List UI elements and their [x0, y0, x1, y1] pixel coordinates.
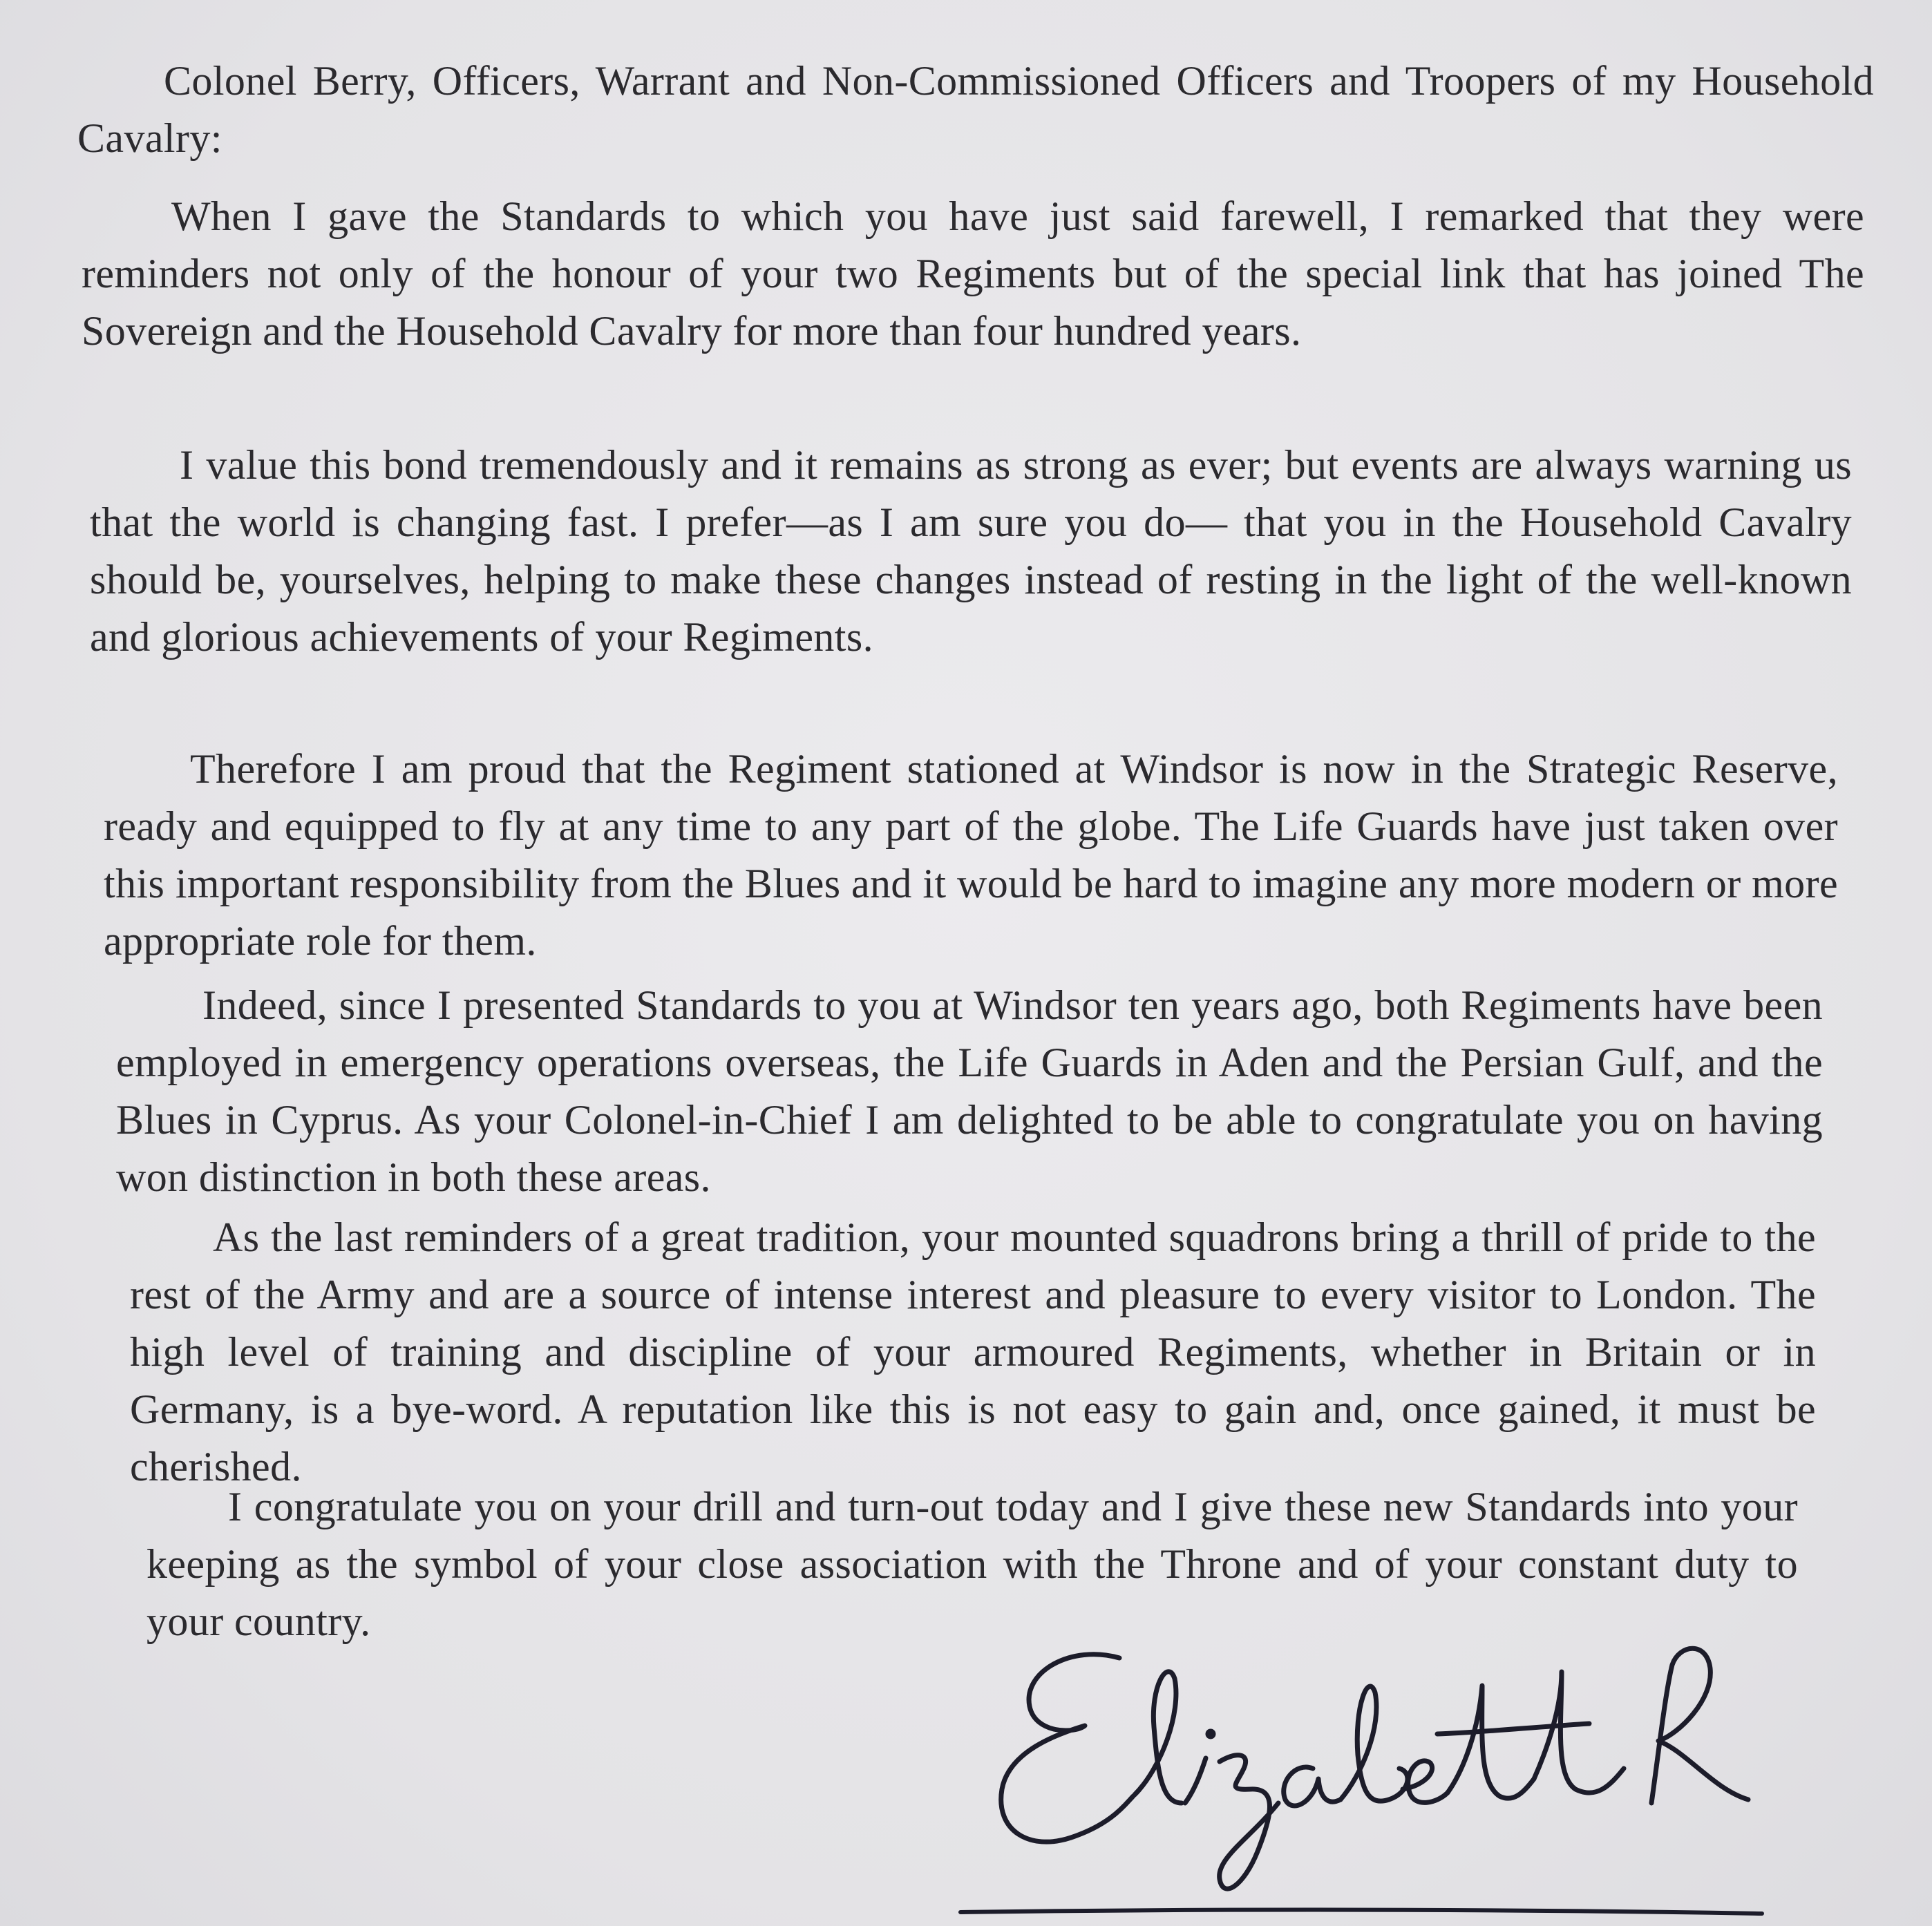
signature [954, 1630, 1769, 1926]
paragraph-tradition: As the last reminders of a great tradition, your mounted squadrons bring a thrill of pride to the rest of the Army and are a source of intense interest and pleasure to every visitor to London. The high level of training and discipline of your armoured Regiments, whether in Britain or in Germany, is a bye-word. A reputation like this is not easy to gain and, once gained, it must be cherished. [130, 1214, 1816, 1489]
salutation: Colonel Berry, Officers, Warrant and Non-Commissioned Officers and Troopers of my Household Cavalry: [77, 58, 1874, 161]
signature-elizabeth-r [954, 1630, 1769, 1926]
paragraph-operations-overseas: Indeed, since I presented Standards to you at Windsor ten years ago, both Regiments have been employed in emergency operations overseas, the Life Guards in Aden and the Persian Gulf, and the Blues in Cyprus. As your Colonel-in-Chief I am delighted to be able to congratulate you on having won distinction in both these areas. [116, 982, 1823, 1200]
paragraph-strategic-reserve: Therefore I am proud that the Regiment stationed at Windsor is now in the Strategic Reserve, ready and equipped to fly at any time to any part of the globe. The Life Guards have just taken over this important responsibility from the Blues and it would be hard to imagine any more modern or more appropriate role for them. [104, 746, 1838, 964]
paragraph-standards: When I gave the Standards to which you have just said farewell, I remarked that they were reminders not only of the honour of your two Regiments but of the special link that has joined The Sovereign and the Household Cavalry for more than four hundred years. [82, 193, 1864, 354]
paragraph-congratulations: I congratulate you on your drill and turn-out today and I give these new Standards into your keeping as the symbol of your close association with the Throne and of your constant duty to your country. [146, 1484, 1798, 1644]
paragraph-bond: I value this bond tremendously and it remains as strong as ever; but events are always warning us that the world is changing fast. I prefer—as I am sure you do— that you in the Household Cavalry should be, yourselves, helping to make these changes instead of resting in the light of the well-known and glorious achievements of your Regiments. [90, 442, 1852, 660]
